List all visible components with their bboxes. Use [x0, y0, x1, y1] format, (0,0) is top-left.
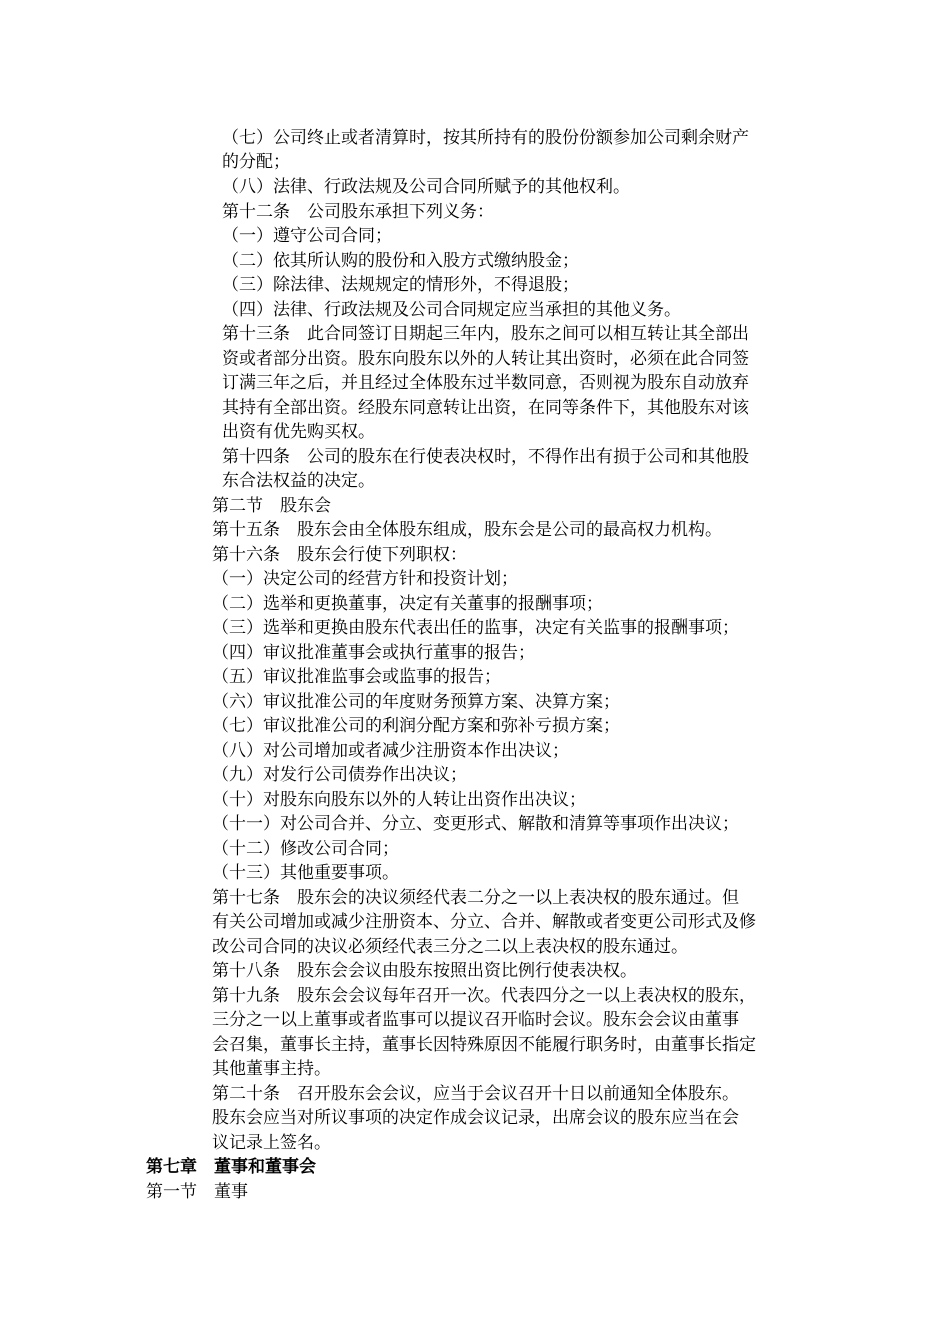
text-line: （七）审议批准公司的利润分配方案和弥补亏损方案；: [212, 716, 620, 736]
article-15-heading: 第十五条 股东会由全体股东组成，股东会是公司的最高权力机构。: [212, 520, 722, 540]
text-line: （十一）对公司合并、分立、变更形式、解散和清算等事项作出决议；: [212, 814, 739, 834]
text-line: （三）除法律、法规规定的情形外，不得退股；: [222, 275, 579, 295]
section-title: 第一节 董事: [146, 1182, 248, 1202]
text-line: 股东会应当对所议事项的决定作成会议记录，出席会议的股东应当在会: [212, 1108, 739, 1128]
text-line: 出资有优先购买权。: [222, 422, 375, 442]
text-line: 资或者部分出资。股东向股东以外的人转让其出资时，必须在此合同签: [222, 349, 749, 369]
text-line: （一）遵守公司合同；: [222, 226, 392, 246]
article-14-heading: 第十四条 公司的股东在行使表决权时，不得作出有损于公司和其他股: [222, 447, 749, 467]
text-line: 会召集，董事长主持，董事长因特殊原因不能履行职务时，由董事长指定: [212, 1035, 756, 1055]
chapter-title: 第七章 董事和董事会: [146, 1157, 316, 1177]
article-19-heading: 第十九条 股东会会议每年召开一次。代表四分之一以上表决权的股东，: [212, 986, 756, 1006]
article-12-heading: 第十二条 公司股东承担下列义务：: [222, 202, 494, 222]
text-line: （五）审议批准监事会或监事的报告；: [212, 667, 501, 687]
text-line: （二）选举和更换董事，决定有关董事的报酬事项；: [212, 594, 603, 614]
text-line: （十二）修改公司合同；: [212, 839, 399, 859]
article-20-heading: 第二十条 召开股东会会议，应当于会议召开十日以前通知全体股东。: [212, 1084, 739, 1104]
text-line: 三分之一以上董事或者监事可以提议召开临时会议。股东会会议由董事: [212, 1010, 739, 1030]
text-line: （八）法律、行政法规及公司合同所赋予的其他权利。: [222, 177, 630, 197]
text-line: （四）审议批准董事会或执行董事的报告；: [212, 643, 535, 663]
text-line: （三）选举和更换由股东代表出任的监事，决定有关监事的报酬事项；: [212, 618, 739, 638]
section-2-heading: 第二节 股东会: [212, 496, 331, 516]
text-line: （二）依其所认购的股份和入股方式缴纳股金；: [222, 251, 579, 271]
text-line: 其持有全部出资。经股东同意转让出资，在同等条件下，其他股东对该: [222, 398, 749, 418]
text-line: 议记录上签名。: [212, 1133, 331, 1153]
text-line: （一）决定公司的经营方针和投资计划；: [212, 569, 518, 589]
text-line: （七）公司终止或者清算时，按其所持有的股份份额参加公司剩余财产: [222, 128, 749, 148]
article-17-heading: 第十七条 股东会的决议须经代表二分之一以上表决权的股东通过。但: [212, 888, 739, 908]
text-line: （十）对股东向股东以外的人转让出资作出决议；: [212, 790, 586, 810]
article-18-heading: 第十八条 股东会会议由股东按照出资比例行使表决权。: [212, 961, 637, 981]
text-line: 改公司合同的决议必须经代表三分之二以上表决权的股东通过。: [212, 937, 688, 957]
text-line: 订满三年之后，并且经过全体股东过半数同意，否则视为股东自动放弃: [222, 373, 749, 393]
text-line: 东合法权益的决定。: [222, 471, 375, 491]
text-line: （十三）其他重要事项。: [212, 863, 399, 883]
text-line: （九）对发行公司债券作出决议；: [212, 765, 467, 785]
text-line: 其他董事主持。: [212, 1059, 331, 1079]
text-line: 的分配；: [222, 152, 290, 172]
text-line: 有关公司增加或减少注册资本、分立、合并、解散或者变更公司形式及修: [212, 912, 756, 932]
text-line: （四）法律、行政法规及公司合同规定应当承担的其他义务。: [222, 300, 681, 320]
article-13-heading: 第十三条 此合同签订日期起三年内，股东之间可以相互转让其全部出: [222, 324, 749, 344]
text-line: （六）审议批准公司的年度财务预算方案、决算方案；: [212, 692, 620, 712]
text-line: （八）对公司增加或者减少注册资本作出决议；: [212, 741, 569, 761]
article-16-heading: 第十六条 股东会行使下列职权：: [212, 545, 467, 565]
